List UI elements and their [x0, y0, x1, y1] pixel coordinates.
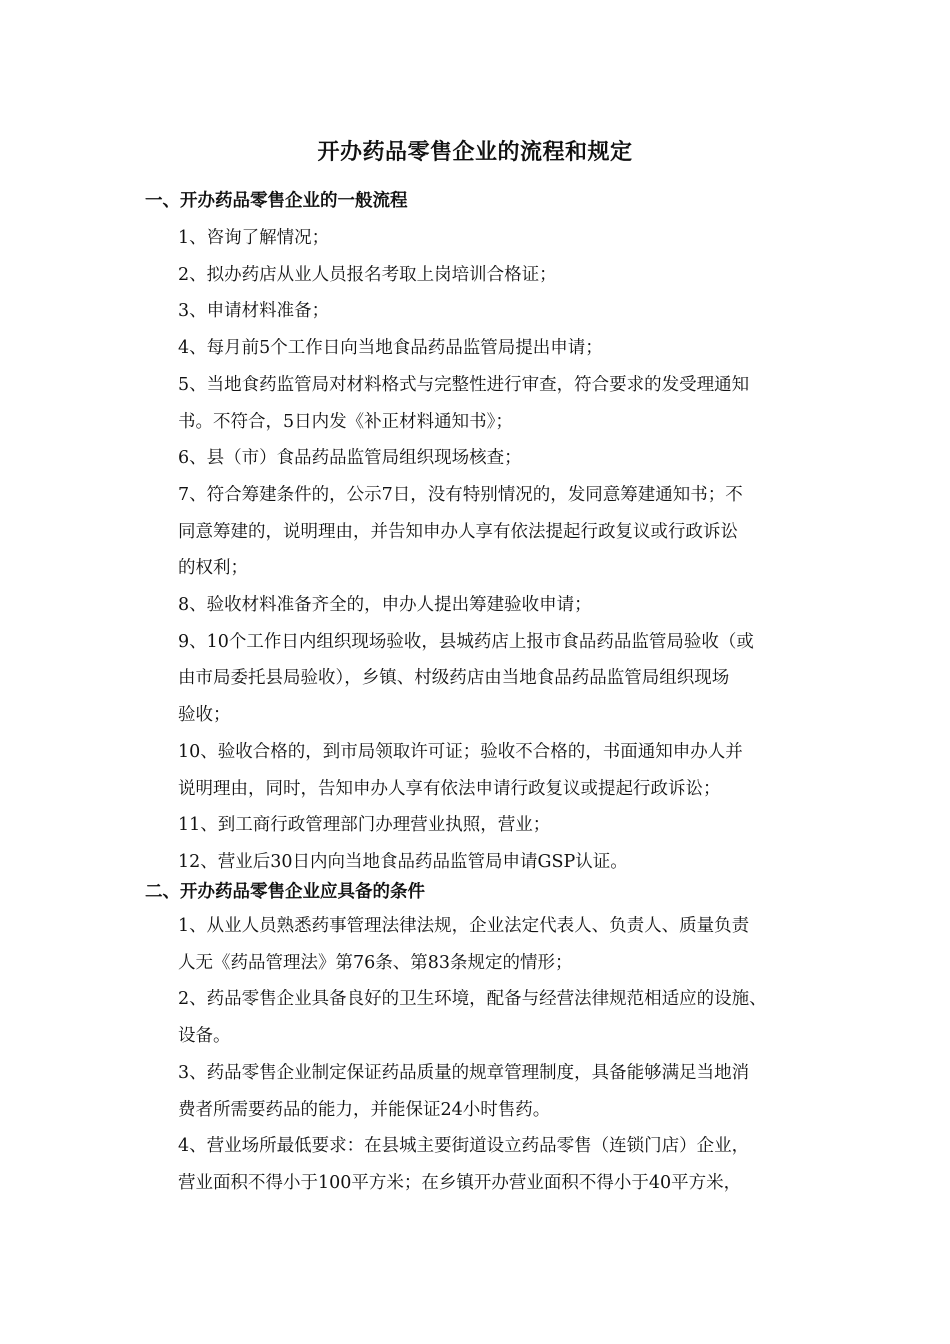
list-item: 书。不符合，5日内发《补正材料通知书》；: [178, 411, 513, 432]
list-item: 9、10个工作日内组织现场验收，县城药店上报市食品药品监管局验收（或: [178, 631, 754, 652]
list-item: 3、药品零售企业制定保证药品质量的规章管理制度，具备能够满足当地消: [178, 1062, 750, 1083]
list-item: 人无《药品管理法》第76条、第83条规定的情形；: [178, 952, 573, 973]
list-item: 4、每月前5个工作日向当地食品药品监管局提出申请；: [178, 338, 603, 359]
list-item: 10、验收合格的，到市局领取许可证；验收不合格的，书面通知申办人并: [178, 741, 743, 762]
list-item: 同意筹建的，说明理由，并告知申办人享有依法提起行政复议或行政诉讼: [178, 521, 738, 542]
list-item: 2、药品零售企业具备良好的卫生环境，配备与经营法律规范相适应的设施、: [178, 989, 767, 1010]
list-item: 5、当地食药监管局对材料格式与完整性进行审查，符合要求的发受理通知: [178, 374, 750, 395]
process-steps-list: [178, 220, 828, 881]
list-item: 1、从业人员熟悉药事管理法律法规，企业法定代表人、负责人、质量负责: [178, 916, 750, 936]
section-heading-process: 一、开办药品零售企业的一般流程: [145, 191, 408, 211]
list-item: 营业面积不得小于100平方米；在乡镇开办营业面积不得小于40平方米，: [178, 1172, 742, 1193]
list-item: 费者所需要药品的能力，并能保证24小时售药。: [178, 1099, 551, 1120]
list-item: 2、拟办药店从业人员报名考取上岗培训合格证；: [178, 264, 557, 285]
list-item: 设备。: [178, 1026, 231, 1047]
list-item: 说明理由，同时，告知申办人享有依法申请行政复议或提起行政诉讼；: [178, 778, 721, 799]
list-item: 由市局委托县局验收），乡镇、村级药店由当地食品药品监管局组织现场: [178, 668, 730, 689]
list-item: 4、营业场所最低要求：在县城主要街道设立药品零售（连锁门店）企业，: [178, 1136, 750, 1157]
section-heading-conditions: 二、开办药品零售企业应具备的条件: [145, 882, 425, 902]
list-item: 12、营业后30日内向当地食品药品监管局申请GSP认证。: [178, 851, 628, 872]
conditions-list: [178, 908, 828, 1202]
list-item: 8、验收材料准备齐全的，申办人提出筹建验收申请；: [178, 595, 592, 616]
list-item: 3、申请材料准备；: [178, 301, 330, 322]
list-item: 1、咨询了解情况；: [178, 228, 330, 248]
list-item: 的权利；: [178, 558, 248, 579]
document-title: 开办药品零售企业的流程和规定: [317, 139, 633, 165]
list-item: 6、县（市）食品药品监管局组织现场核查；: [178, 448, 522, 469]
list-item: 7、符合筹建条件的，公示7日，没有特别情况的，发同意筹建通知书；不: [178, 484, 743, 505]
list-item: 11、到工商行政管理部门办理营业执照，营业；: [178, 815, 551, 836]
list-item: 验收；: [178, 705, 231, 726]
